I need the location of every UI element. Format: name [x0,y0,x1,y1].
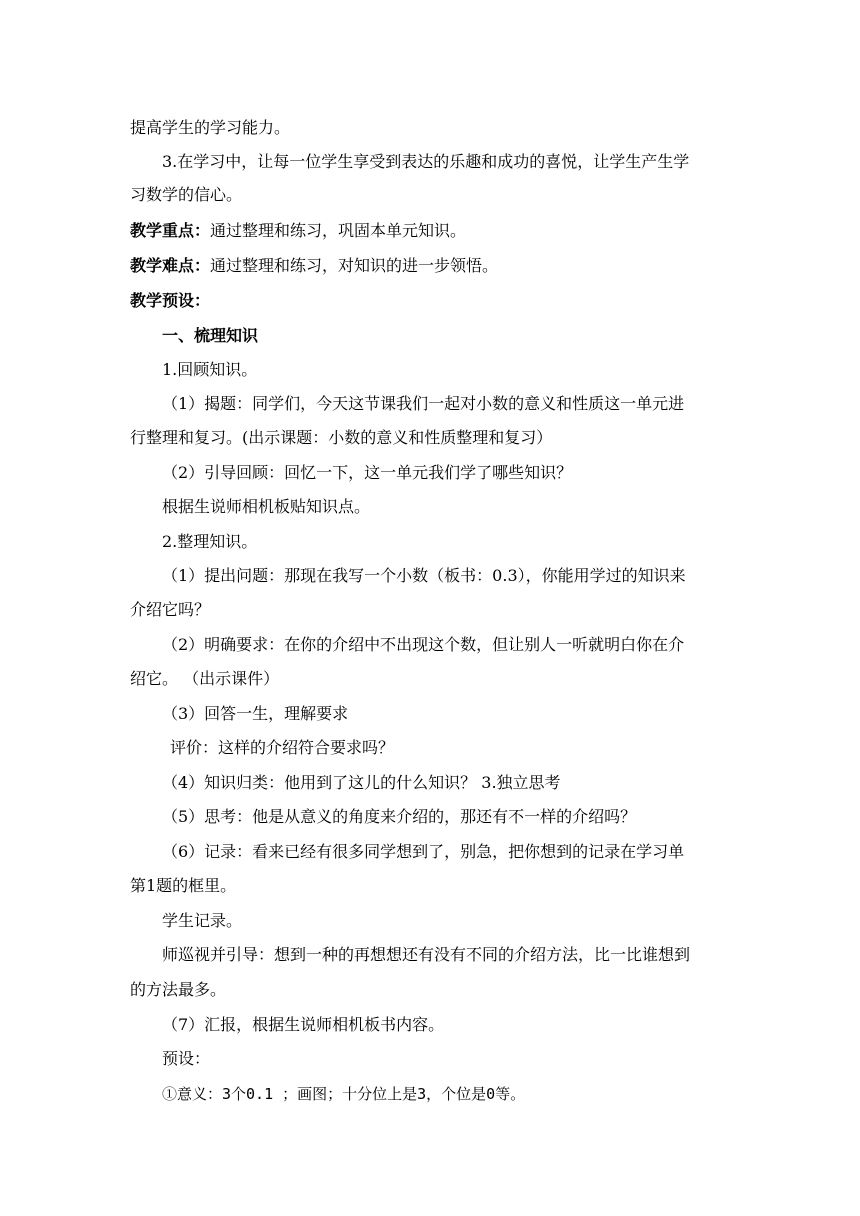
teaching-preset-heading: 教学预设： [130,291,211,310]
list-item: ①意义：3个0.1 ；画图；十分位上是3，个位是0等。 [162,1085,526,1103]
paragraph-line: （6）记录：看来已经有很多同学想到了，别急，把你想到的记录在学习单 [162,842,685,861]
paragraph-line: 学生记录。 [162,911,243,930]
paragraph-line: （1）揭题：同学们，今天这节课我们一起对小数的意义和性质这一单元进 [162,394,685,413]
paragraph-line: 评价：这样的介绍符合要求吗？ [170,738,395,757]
paragraph-line: 绍它。 （出示课件） [130,669,280,688]
teaching-difficulty-text: 通过整理和练习，对知识的进一步领悟。 [210,256,499,275]
paragraph-line: 预设： [162,1049,211,1068]
paragraph-line: 提高学生的学习能力。 [130,118,291,137]
paragraph-line: 的方法最多。 [130,980,227,999]
teaching-difficulty-label: 教学难点： [130,256,211,275]
teaching-focus-label: 教学重点： [130,221,211,240]
teaching-focus [130,221,466,241]
paragraph-line: 根据生说师相机板贴知识点。 [162,497,371,516]
paragraph-line: 习数学的信心。 [130,185,243,204]
paragraph-line: 师巡视并引导：想到一种的再想想还有没有不同的介绍方法，比一比谁想到 [162,945,691,964]
paragraph-line: 第1题的框里。 [130,876,237,895]
paragraph-line: （4）知识归类：他用到了这儿的什么知识？ 3.独立思考 [162,773,561,792]
paragraph-line: （2）明确要求：在你的介绍中不出现这个数，但让别人一听就明白你在介 [162,635,685,654]
paragraph-line: （2）引导回顾：回忆一下，这一单元我们学了哪些知识？ [162,463,573,482]
subsection-heading: 2.整理知识。 [162,532,258,551]
teaching-difficulty [130,256,498,276]
teaching-focus-text: 通过整理和练习，巩固本单元知识。 [210,221,467,240]
subsection-heading: 1.回顾知识。 [162,360,258,379]
paragraph-line: 介绍它吗？ [130,600,211,619]
paragraph-line: 行整理和复习。(出示课题：小数的意义和性质整理和复习） [130,428,553,447]
section-heading: 一、梳理知识 [162,326,259,345]
paragraph-line: （1）提出问题：那现在我写一个小数（板书：0.3），你能用学过的知识来 [162,566,686,585]
paragraph-line: 3.在学习中，让每一位学生享受到表达的乐趣和成功的喜悦，让学生产生学 [162,152,690,171]
paragraph-line: （3）回答一生，理解要求 [162,704,349,723]
paragraph-line: （7）汇报，根据生说师相机板书内容。 [162,1015,445,1034]
paragraph-line: （5）思考：他是从意义的角度来介绍的，那还有不一样的介绍吗？ [162,807,637,826]
